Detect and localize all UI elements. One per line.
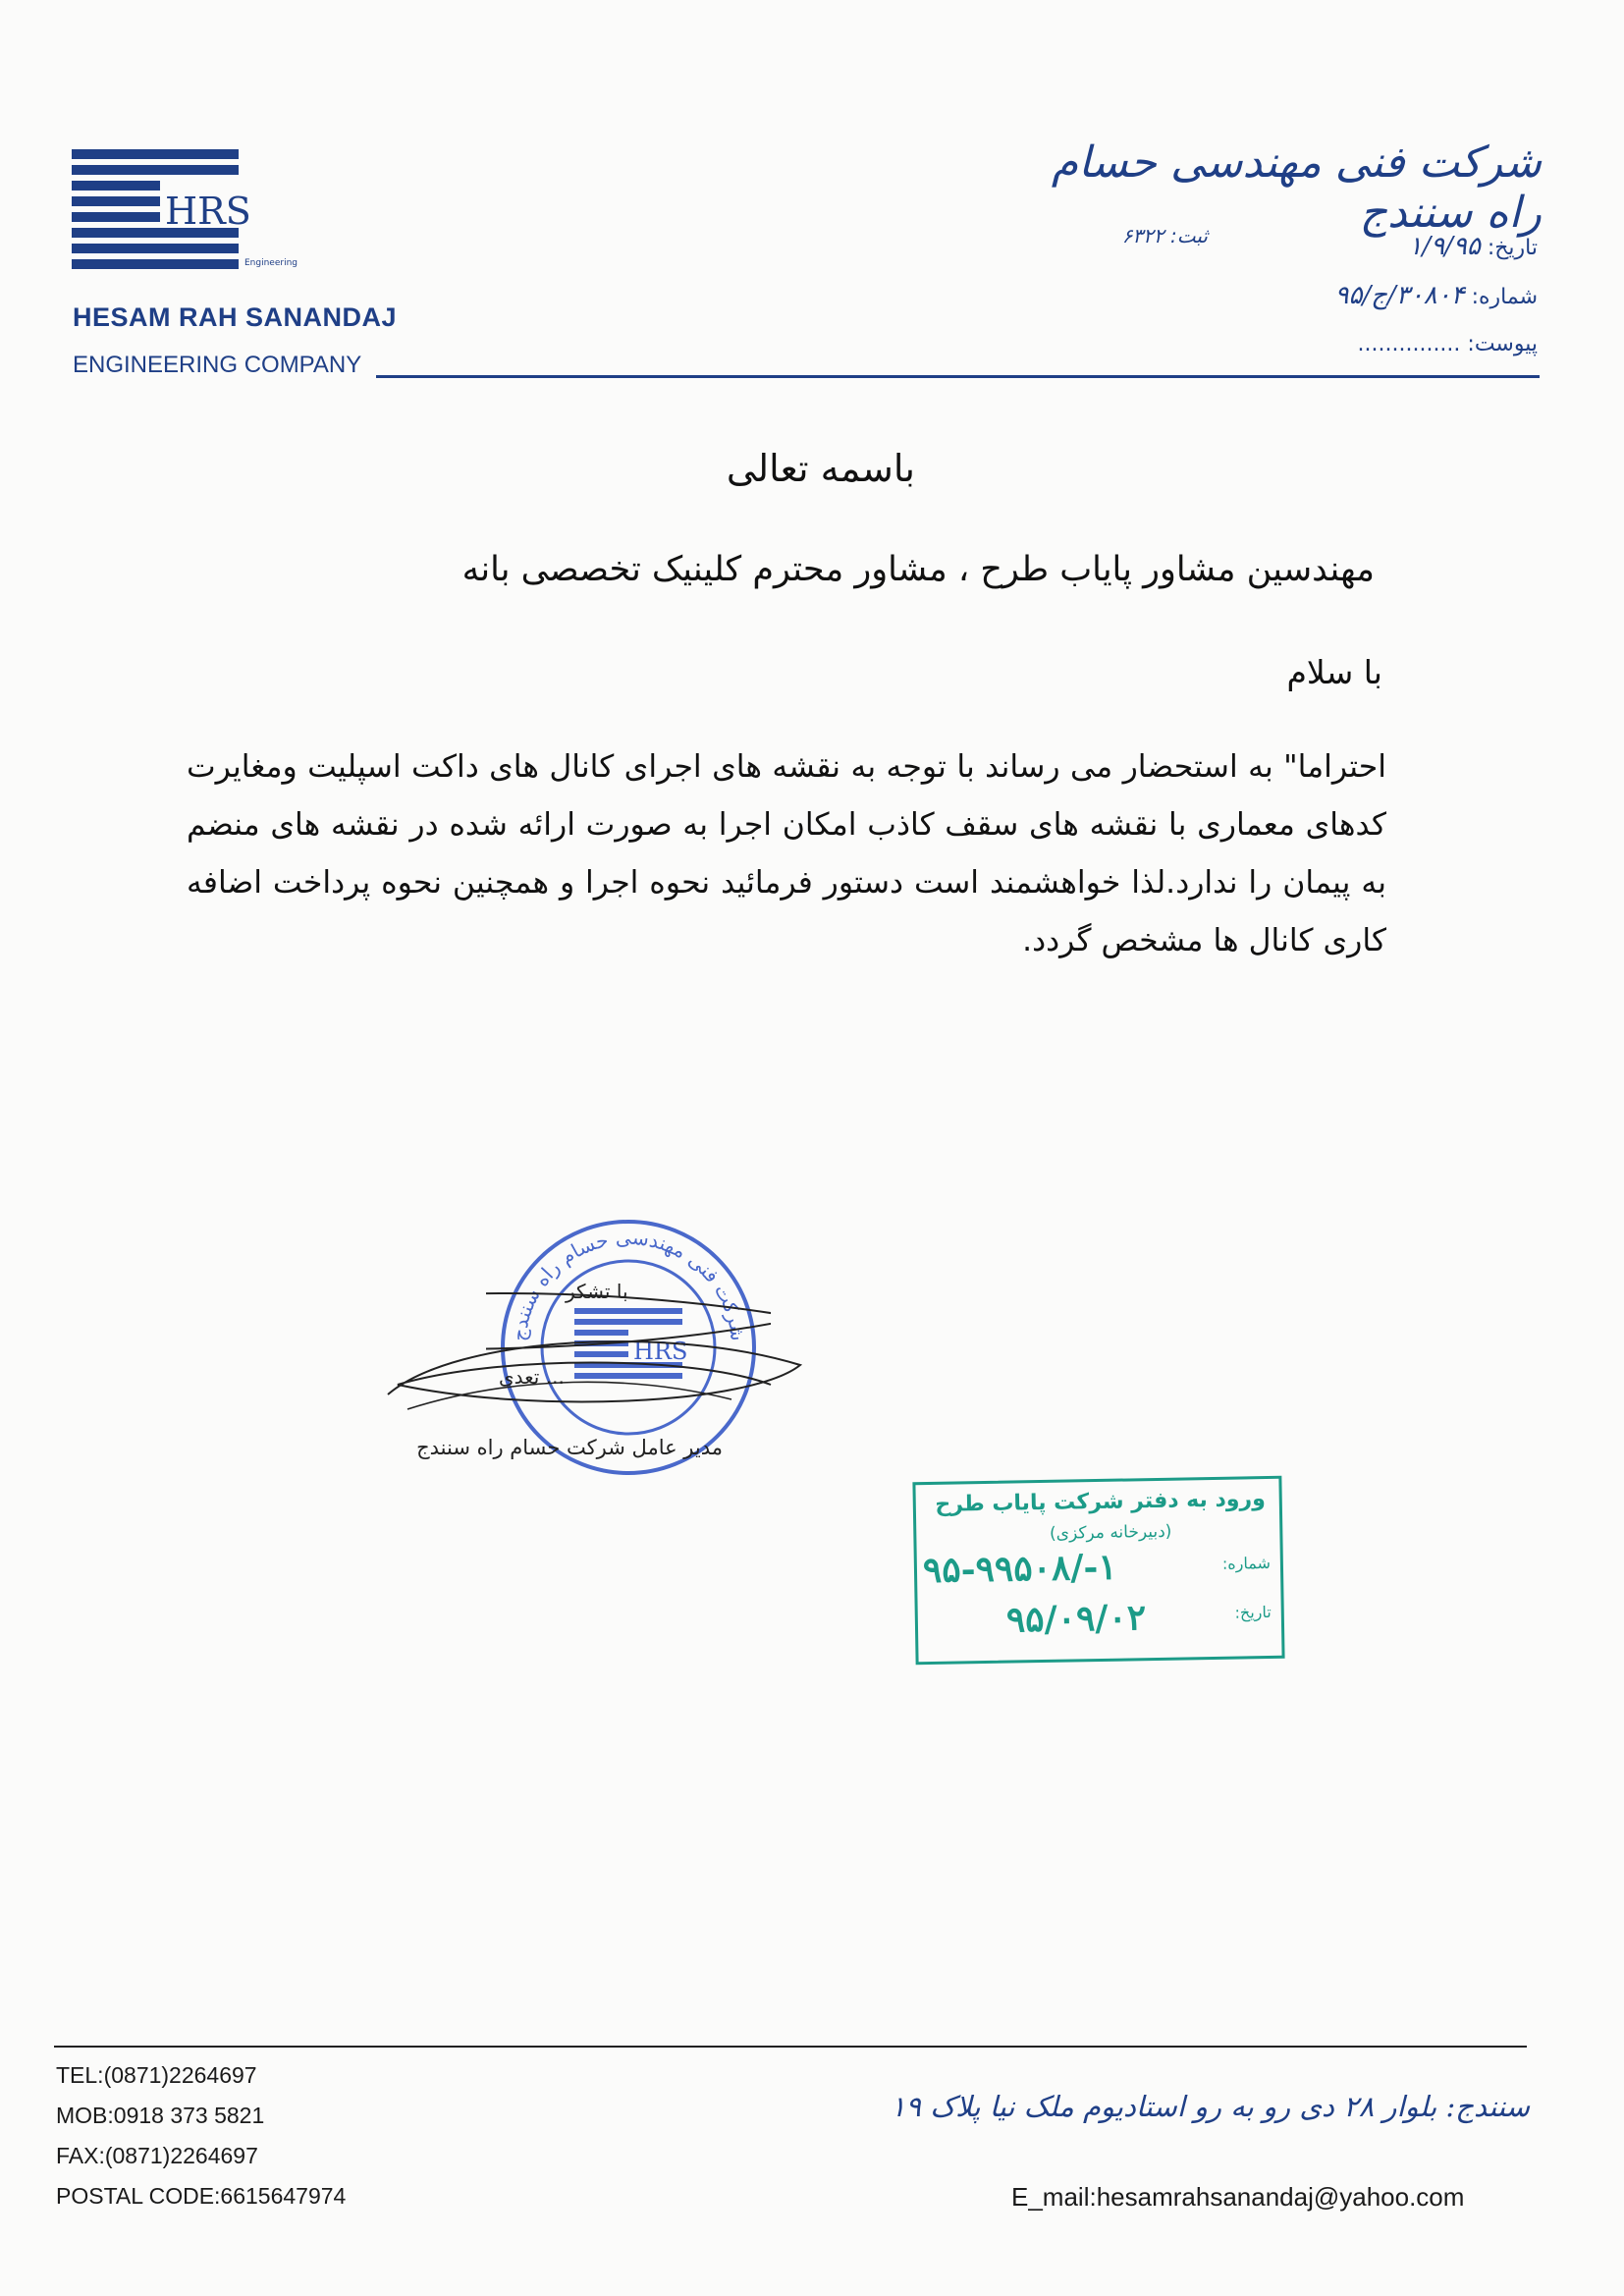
svg-text:HRS: HRS (633, 1338, 688, 1365)
stamp-subtitle: (دبیرخانه مرکزی) (1049, 1521, 1172, 1544)
signature-title: مدیر عامل شرکت حسام راه سنندج (416, 1436, 723, 1459)
company-name-en: HESAM RAH SANANDAJ (73, 302, 398, 332)
signature-name: ... تعدی (499, 1365, 565, 1389)
signature-thanks: با تشکر (566, 1280, 628, 1303)
footer-address: سنندج: بلوار ۲۸ دی رو به رو استادیوم ملک نیا پلاک ۱۹ (890, 2090, 1530, 2123)
footer-fax: FAX:(0871)2264697 (56, 2143, 258, 2168)
registration-number: ثبت: ۶۳۲۲ (1121, 224, 1208, 247)
logo-mark-text: HRS (165, 190, 251, 233)
number-label: شماره: (1471, 285, 1538, 309)
letter-body: احتراما" به استحضار می رساند با توجه به نقشه های اجرای کانال های داکت اسپلیت ومغایرت کدهای معماری با نقشه های سقف کاذب امکان اجرا به صورت ارائه شده در نقشه های منضم به پیمان را ندارد.لذا خواهشمند است دستور فرمائید نحوه اجرا و همچنین نحوه پرداخت اضافه کاری کانال ها مشخص گردد. (187, 749, 1386, 958)
company-subtitle-en: ENGINEERING COMPANY (73, 352, 362, 378)
hrs-logo-icon (72, 149, 298, 275)
signature-scribble-icon (378, 1316, 810, 1434)
salutation: باسمه تعالی (726, 447, 915, 490)
attachment-field (1214, 332, 1538, 356)
stamp-title: ورود به دفتر شرکت پایاب طرح (935, 1487, 1266, 1517)
footer-divider (54, 2046, 1527, 2048)
footer-postal-code: POSTAL CODE:6615647974 (56, 2183, 347, 2209)
company-logo (72, 149, 298, 275)
stamp-number-label: شماره: (1221, 1553, 1272, 1573)
stamp-date-value: ۹۵/۰۹/۰۲ (1005, 1597, 1147, 1641)
greeting: با سلام (1286, 653, 1382, 691)
number-field (1214, 281, 1538, 310)
date-label: تاریخ: (1487, 236, 1538, 260)
receipt-stamp (912, 1476, 1284, 1666)
number-value: ۳۰۸۰۴/ج/۹۵ (1334, 281, 1465, 310)
company-name-fa: شرکت فنی مهندسی حسام راه سنندج (1051, 137, 1542, 238)
seal-text: شرکت فنی مهندسی حسام راه سنندج (507, 1225, 750, 1342)
attachment-value: ............... (1357, 332, 1461, 356)
date-field (1214, 232, 1538, 261)
footer-mobile: MOB:0918 373 5821 (56, 2103, 265, 2128)
logo-sub-text: Engineering (244, 258, 298, 268)
stamp-number-value: ۱-/۹۵-۹۹۵۰۸ (922, 1546, 1118, 1592)
header-divider (376, 375, 1540, 378)
stamp-date-label: تاریخ: (1234, 1602, 1272, 1622)
footer-email: E_mail:hesamrahsanandaj@yahoo.com (1011, 2182, 1465, 2212)
attachment-label: پیوست: (1467, 332, 1538, 356)
date-value: ۱/۹/۹۵ (1408, 232, 1481, 261)
footer-tel: TEL:(0871)2264697 (56, 2062, 257, 2088)
recipient: مهندسین مشاور پایاب طرح ، مشاور محترم کلینیک تخصصی بانه (461, 550, 1375, 589)
